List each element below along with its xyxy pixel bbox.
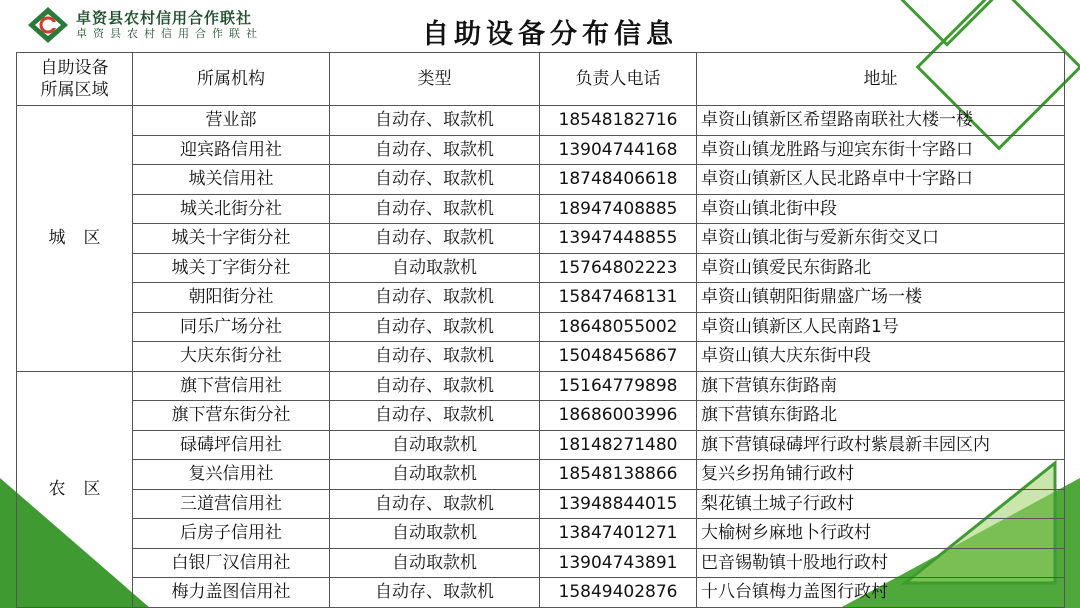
address-cell: 卓资山镇新区人民南路1号 — [697, 312, 1065, 342]
phone-cell: 13948844015 — [540, 489, 697, 519]
type-cell: 自动存、取款机 — [330, 194, 540, 224]
table-row — [17, 253, 1065, 283]
phone-cell: 18648055002 — [540, 312, 697, 342]
table-header-row — [17, 53, 1065, 106]
address-cell: 巴音锡勒镇十股地行政村 — [697, 548, 1065, 578]
address-cell: 卓资山镇大庆东街中段 — [697, 342, 1065, 372]
type-cell: 自动存、取款机 — [330, 224, 540, 254]
header-address: 地址 — [697, 53, 1065, 106]
address-cell: 卓资山镇新区希望路南联社大楼一楼 — [697, 106, 1065, 136]
org-cell: 碌碡坪信用社 — [133, 430, 330, 460]
phone-cell: 13904744168 — [540, 135, 697, 165]
type-cell: 自动存、取款机 — [330, 401, 540, 431]
org-cell: 城关十字街分社 — [133, 224, 330, 254]
header-region-line1: 自助设备 — [40, 58, 109, 78]
phone-cell: 13947448855 — [540, 224, 697, 254]
phone-cell: 18548138866 — [540, 460, 697, 490]
table-row — [17, 342, 1065, 372]
type-cell: 自动存、取款机 — [330, 283, 540, 313]
address-cell: 十八台镇梅力盖图行政村 — [697, 578, 1065, 608]
org-cell: 迎宾路信用社 — [133, 135, 330, 165]
logo-name: 卓资县农村信用合作联社 — [76, 9, 253, 27]
table-row — [17, 519, 1065, 549]
org-cell: 同乐广场分社 — [133, 312, 330, 342]
header-phone: 负责人电话 — [540, 53, 697, 106]
org-cell: 旗下营信用社 — [133, 371, 330, 401]
type-cell: 自动存、取款机 — [330, 342, 540, 372]
org-cell: 城关信用社 — [133, 165, 330, 195]
region-cell: 农区 — [17, 371, 133, 607]
type-cell: 自动存、取款机 — [330, 371, 540, 401]
table-row — [17, 283, 1065, 313]
logo-subtitle: 卓资县农村信用合作联社 — [76, 27, 263, 40]
address-cell: 卓资山镇北街中段 — [697, 194, 1065, 224]
address-cell: 卓资山镇北街与爱新东街交叉口 — [697, 224, 1065, 254]
phone-cell: 18148271480 — [540, 430, 697, 460]
org-cell: 朝阳街分社 — [133, 283, 330, 313]
org-cell: 白银厂汉信用社 — [133, 548, 330, 578]
table-row — [17, 430, 1065, 460]
org-cell: 后房子信用社 — [133, 519, 330, 549]
type-cell: 自动存、取款机 — [330, 106, 540, 136]
table-row — [17, 489, 1065, 519]
table-row — [17, 224, 1065, 254]
address-cell: 梨花镇土城子行政村 — [697, 489, 1065, 519]
type-cell: 自动取款机 — [330, 519, 540, 549]
table-row — [17, 460, 1065, 490]
phone-cell: 15847468131 — [540, 283, 697, 313]
table-row — [17, 401, 1065, 431]
phone-cell: 15764802223 — [540, 253, 697, 283]
type-cell: 自动取款机 — [330, 548, 540, 578]
org-cell: 城关北街分社 — [133, 194, 330, 224]
phone-cell: 15849402876 — [540, 578, 697, 608]
org-cell: 营业部 — [133, 106, 330, 136]
type-cell: 自动存、取款机 — [330, 312, 540, 342]
address-cell: 复兴乡拐角铺行政村 — [697, 460, 1065, 490]
table-row — [17, 165, 1065, 195]
header-region — [17, 53, 133, 106]
table-row — [17, 106, 1065, 136]
phone-cell: 13904743891 — [540, 548, 697, 578]
type-cell: 自动取款机 — [330, 253, 540, 283]
address-cell: 旗下营镇碌碡坪行政村紫晨新丰园区内 — [697, 430, 1065, 460]
phone-cell: 13847401271 — [540, 519, 697, 549]
org-cell: 三道营信用社 — [133, 489, 330, 519]
table-row — [17, 312, 1065, 342]
phone-cell: 18947408885 — [540, 194, 697, 224]
address-cell: 大榆树乡麻地卜行政村 — [697, 519, 1065, 549]
page-title: 自助设备分布信息 — [422, 19, 678, 50]
table-row — [17, 371, 1065, 401]
phone-cell: 15164779898 — [540, 371, 697, 401]
phone-cell: 18548182716 — [540, 106, 697, 136]
type-cell: 自动存、取款机 — [330, 135, 540, 165]
phone-cell: 18686003996 — [540, 401, 697, 431]
address-cell: 卓资山镇爱民东街路北 — [697, 253, 1065, 283]
phone-cell: 18748406618 — [540, 165, 697, 195]
header-type: 类型 — [330, 53, 540, 106]
org-cell: 复兴信用社 — [133, 460, 330, 490]
address-cell: 旗下营镇东街路南 — [697, 371, 1065, 401]
address-cell: 卓资山镇朝阳街鼎盛广场一楼 — [697, 283, 1065, 313]
type-cell: 自动存、取款机 — [330, 165, 540, 195]
atm-distribution-table — [16, 52, 1065, 608]
table-row — [17, 194, 1065, 224]
phone-cell: 15048456867 — [540, 342, 697, 372]
type-cell: 自动取款机 — [330, 430, 540, 460]
header-org: 所属机构 — [133, 53, 330, 106]
table-row — [17, 578, 1065, 608]
type-cell: 自动存、取款机 — [330, 578, 540, 608]
region-cell: 城区 — [17, 106, 133, 372]
org-cell: 旗下营东街分社 — [133, 401, 330, 431]
address-cell: 卓资山镇新区人民北路卓中十字路口 — [697, 165, 1065, 195]
table-row — [17, 548, 1065, 578]
address-cell: 卓资山镇龙胜路与迎宾东街十字路口 — [697, 135, 1065, 165]
org-cell: 城关丁字街分社 — [133, 253, 330, 283]
org-cell: 大庆东街分社 — [133, 342, 330, 372]
address-cell: 旗下营镇东街路北 — [697, 401, 1065, 431]
type-cell: 自动取款机 — [330, 460, 540, 490]
type-cell: 自动存、取款机 — [330, 489, 540, 519]
table-row — [17, 135, 1065, 165]
header-region-line2: 所属区域 — [40, 80, 109, 100]
org-cell: 梅力盖图信用社 — [133, 578, 330, 608]
